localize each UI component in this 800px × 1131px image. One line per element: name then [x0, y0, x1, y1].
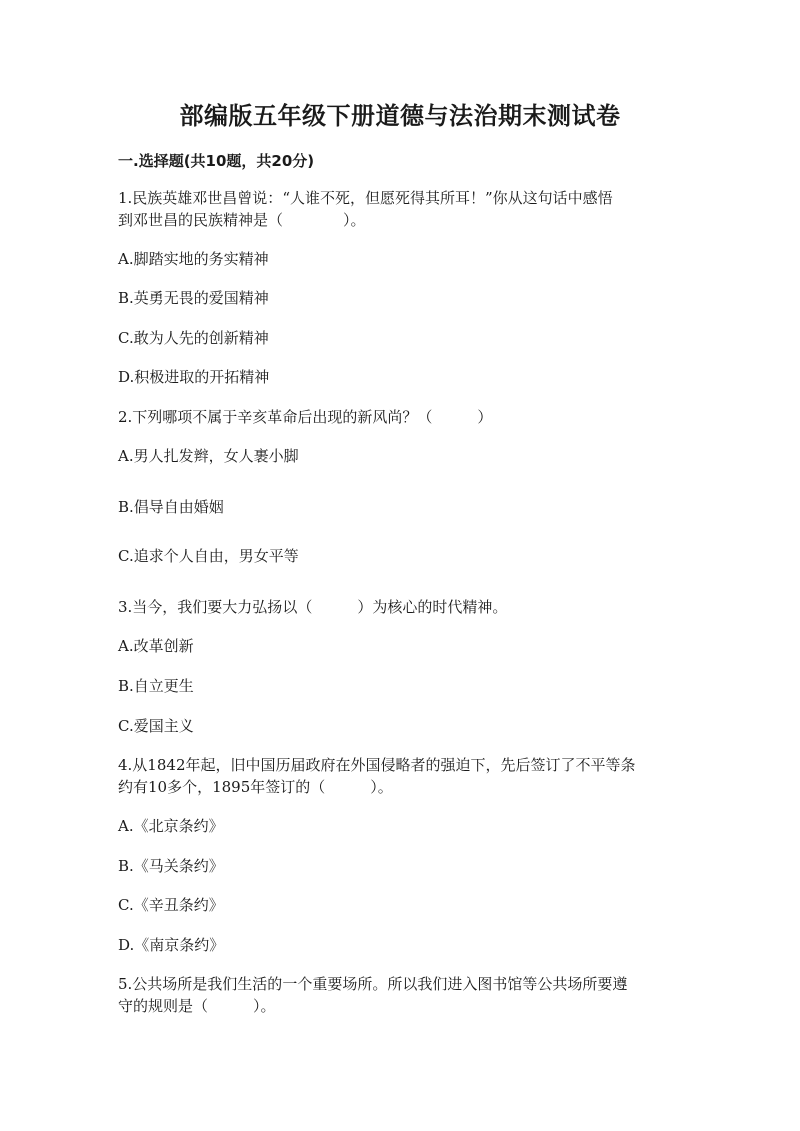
question-2-option-b: B.倡导自由婚姻	[118, 498, 224, 516]
question-1-option-b: B.英勇无畏的爱国精神	[118, 289, 269, 307]
question-2-stem: 2.下列哪项不属于辛亥革命后出现的新风尚？（ ）	[118, 408, 493, 426]
document-title: 部编版五年级下册道德与法治期末测试卷	[179, 102, 621, 130]
question-4-stem-line-2: 约有10多个，1895年签订的（ ）。	[118, 778, 393, 796]
question-3-stem: 3.当今，我们要大力弘扬以（ ）为核心的时代精神。	[118, 598, 508, 616]
question-4-option-c: C.《辛丑条约》	[118, 896, 224, 914]
question-3-option-b: B.自立更生	[118, 677, 194, 695]
question-1-stem-line-2: 到邓世昌的民族精神是（ ）。	[118, 211, 366, 229]
question-3-option-a: A.改革创新	[118, 637, 194, 655]
question-5-stem-line-1: 5.公共场所是我们生活的一个重要场所。所以我们进入图书馆等公共场所要遵	[118, 975, 628, 993]
question-1-stem-line-1: 1.民族英雄邓世昌曾说：“人谁不死，但愿死得其所耳！”你从这句话中感悟	[118, 189, 613, 207]
question-4-option-a: A.《北京条约》	[118, 817, 224, 835]
question-4-option-d: D.《南京条约》	[118, 936, 225, 954]
question-4-option-b: B.《马关条约》	[118, 857, 224, 875]
question-2-option-a: A.男人扎发辫，女人裹小脚	[118, 447, 299, 465]
question-3-option-c: C.爱国主义	[118, 717, 194, 735]
question-4-stem-line-1: 4.从1842年起，旧中国历届政府在外国侵略者的强迫下，先后签订了不平等条	[118, 756, 636, 774]
question-1-option-c: C.敢为人先的创新精神	[118, 329, 269, 347]
question-1-option-a: A.脚踏实地的务实精神	[118, 250, 269, 268]
section-heading: 一.选择题(共10题，共20分)	[118, 152, 315, 170]
question-5-stem-line-2: 守的规则是（ ）。	[118, 997, 276, 1015]
question-2-option-c: C.追求个人自由，男女平等	[118, 547, 299, 565]
question-1-option-d: D.积极进取的开拓精神	[118, 368, 270, 386]
